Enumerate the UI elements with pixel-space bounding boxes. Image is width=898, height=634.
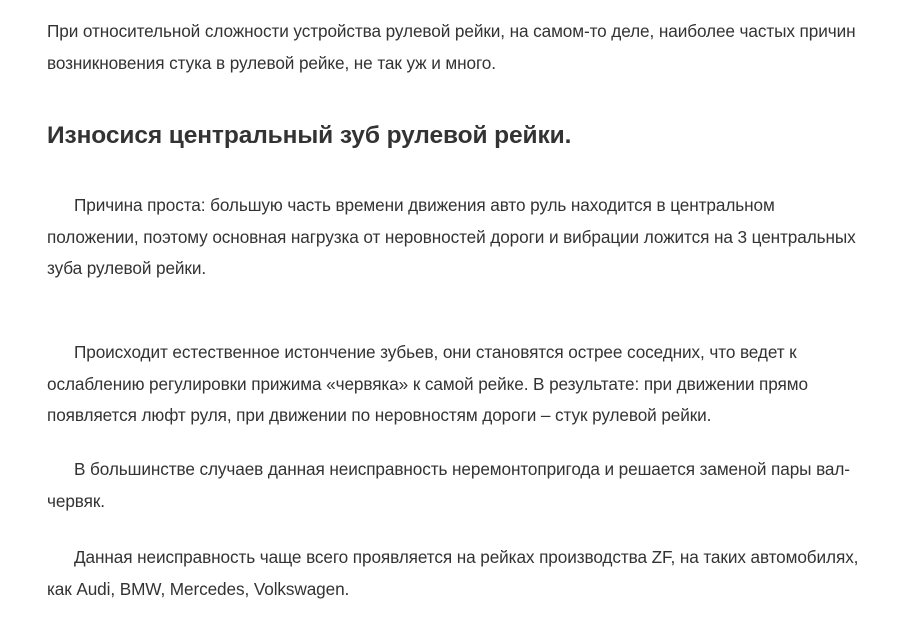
intro-paragraph: При относительной сложности устройства рулевой рейки, на самом-то деле, наиболее частых причин возникновения стука в рулевой рейке, не так уж и много. bbox=[47, 21, 856, 73]
paragraph-repair: В большинстве случаев данная неисправность неремонтопригода и решается заменой пары вал-червяк. bbox=[47, 459, 850, 511]
section-heading: Износися центральный зуб рулевой рейки. bbox=[47, 122, 572, 149]
paragraph-manufacturers: Данная неисправность чаще всего проявляется на рейках производства ZF, на таких автомобилях, как Audi, BMW, Mercedes, Volkswagen. bbox=[47, 547, 859, 599]
paragraph-wear: Происходит естественное истончение зубьев, они становятся острее соседних, что ведет к ослаблению регулировки прижима «червяка» к самой рейке. В результате: при движении прямо появляется люфт руля, при движении по неровностям дороги – стук рулевой рейки. bbox=[47, 342, 808, 425]
paragraph-cause: Причина проста: большую часть времени движения авто руль находится в центральном положении, поэтому основная нагрузка от неровностей дороги и вибрации ложится на 3 центральных зуба рулевой рейки. bbox=[47, 195, 856, 278]
